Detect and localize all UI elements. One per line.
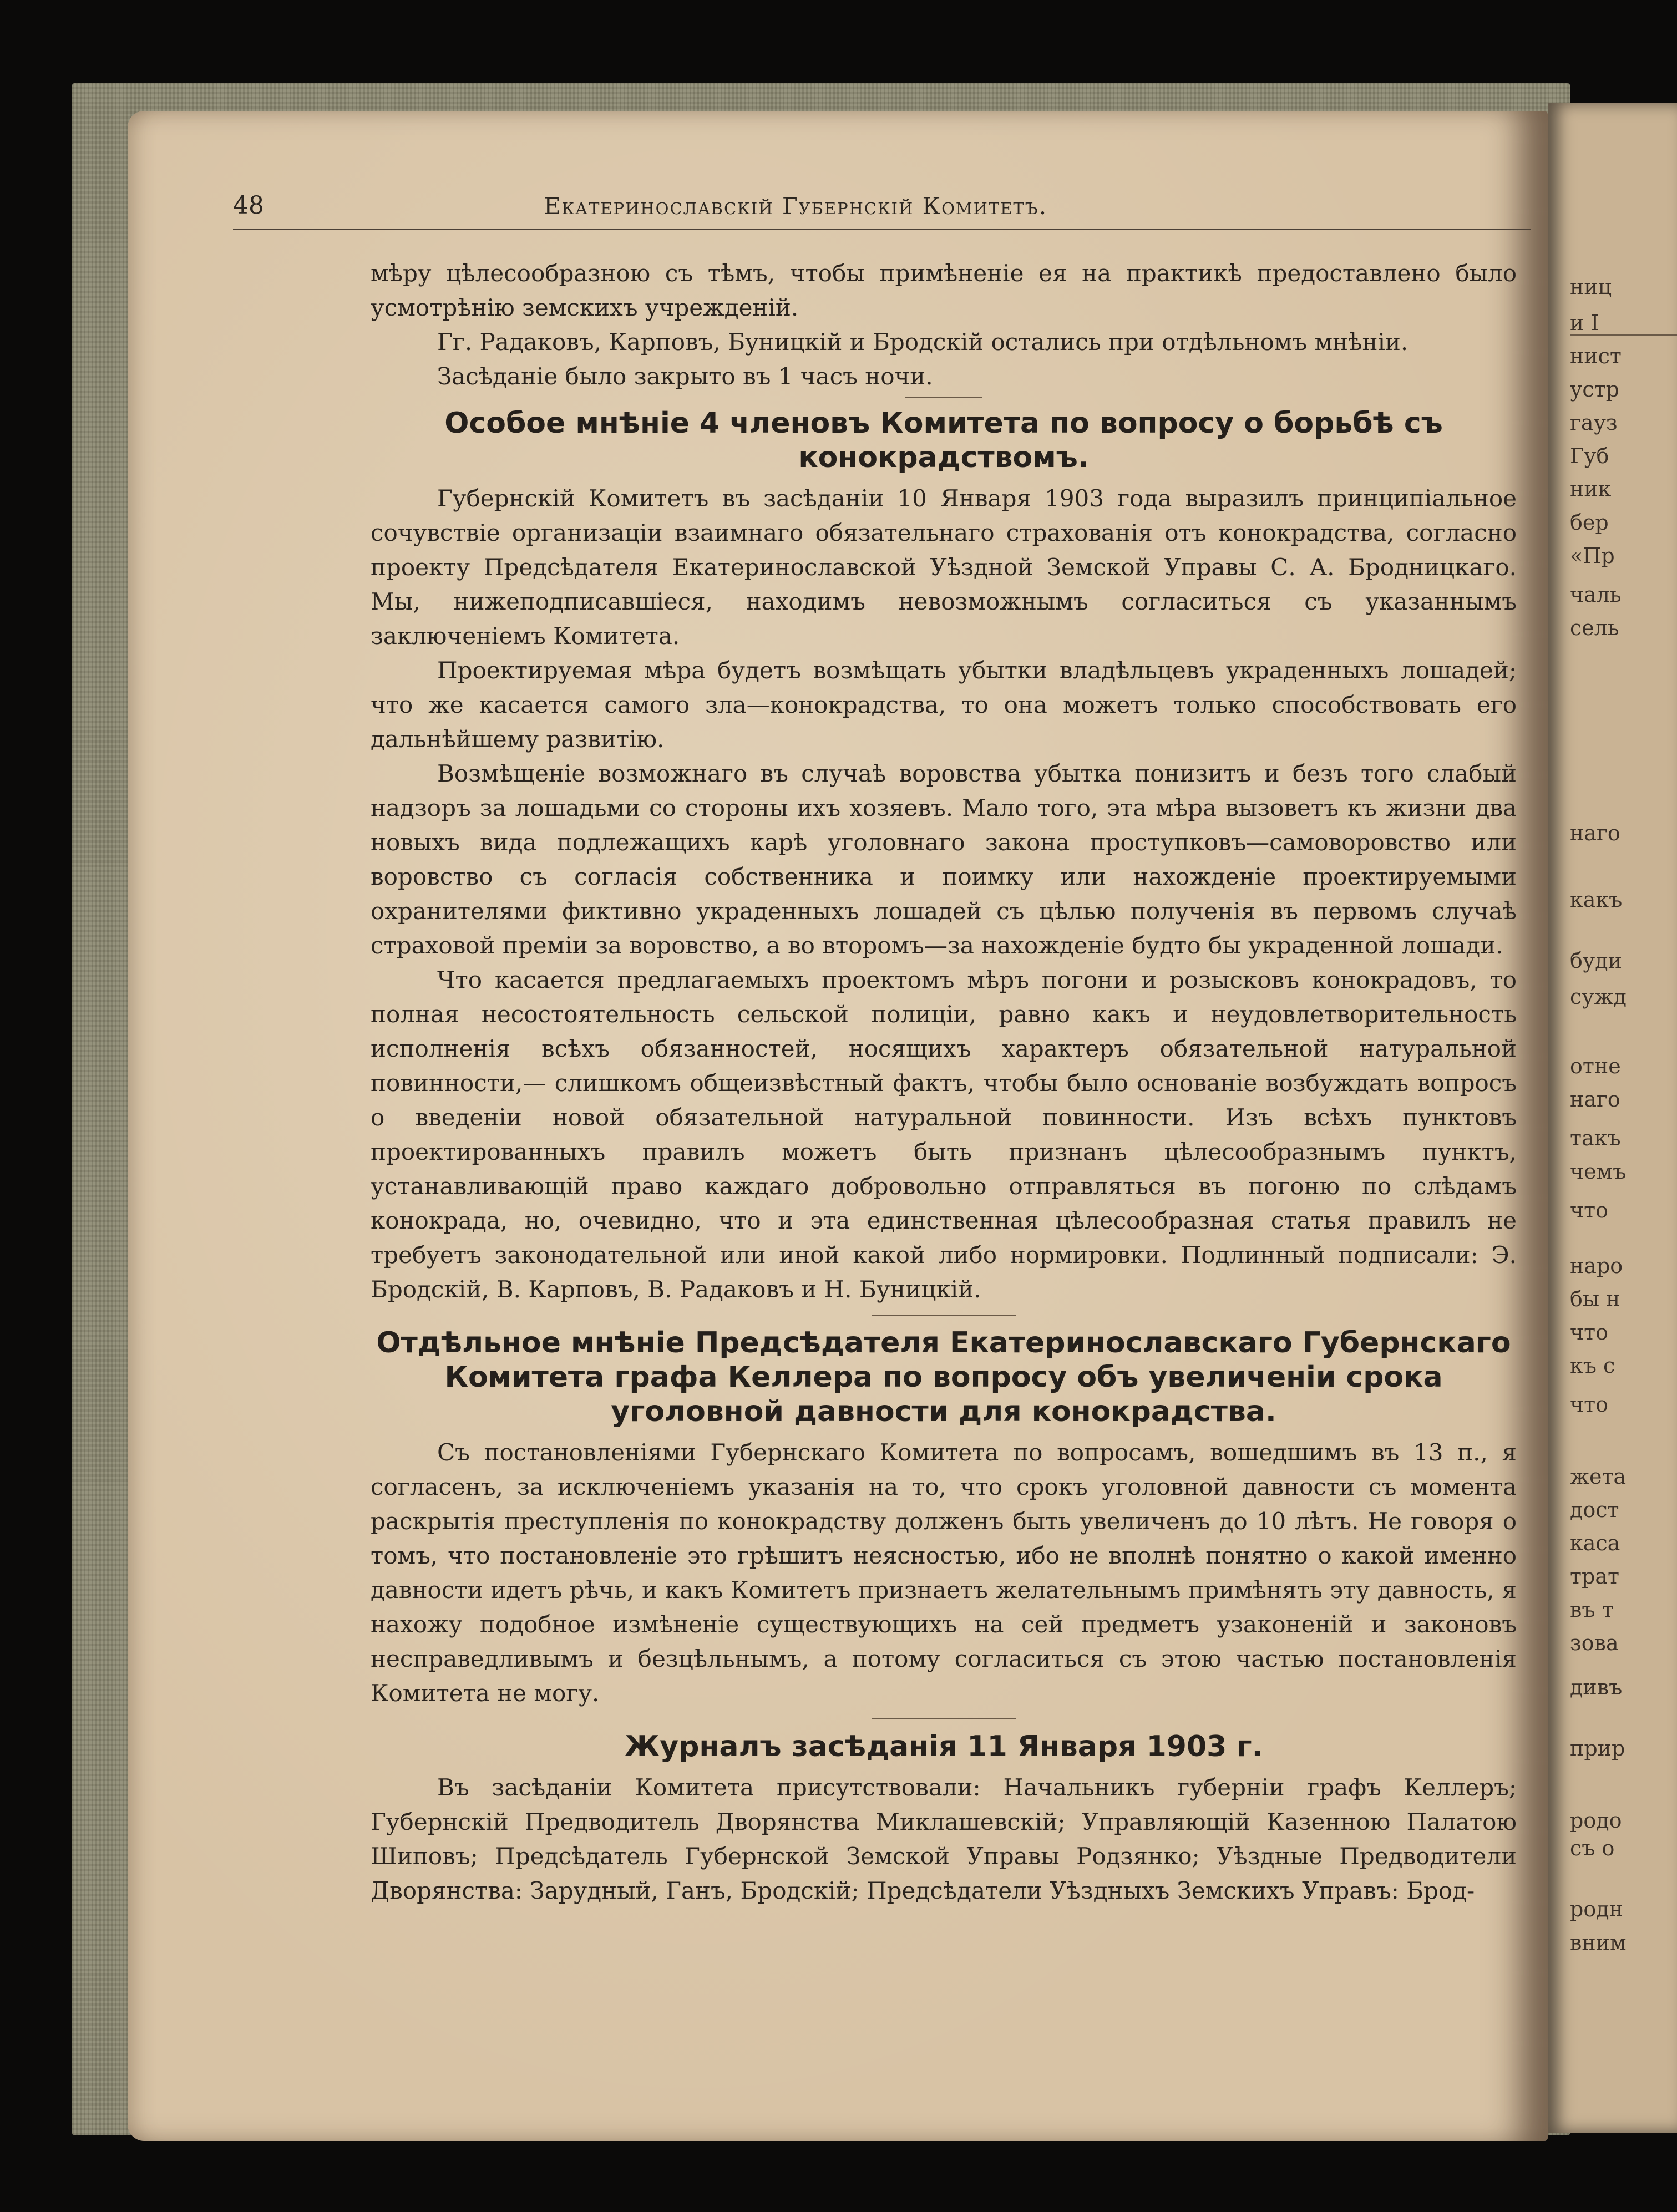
facing-page-fragment: такъ bbox=[1570, 1126, 1621, 1150]
separator-rule bbox=[905, 397, 982, 398]
facing-page-fragment: каса bbox=[1570, 1531, 1620, 1555]
facing-page-fragment: какъ bbox=[1570, 887, 1623, 912]
facing-page-fragment: сель bbox=[1570, 616, 1619, 640]
facing-page-fragment: бер bbox=[1570, 510, 1609, 535]
separator-rule bbox=[872, 1315, 1016, 1316]
section-heading-journal: Журналъ засѣданія 11 Января 1903 г. bbox=[624, 1730, 1263, 1763]
facing-page-fragment: дост bbox=[1570, 1498, 1619, 1522]
facing-page-fragment: отне bbox=[1570, 1054, 1621, 1078]
facing-page-edge bbox=[1548, 103, 1677, 2133]
facing-page-fragment: ник bbox=[1570, 477, 1612, 501]
paragraph-attendees: Въ засѣданіи Комитета присутствовали: Начальникъ губерніи графъ Келлеръ; Губернскій Предводитель Дворянства Миклашевскій; Управляющій Казенною Палатою Шиповъ; Предсѣдатель Губернской Земской Управы Родзянко; Уѣздные Предводители Дворянства: Зарудный, Ганъ, Бродскій; Предсѣдатели Уѣздныхъ Земскихъ Управъ: Брод- bbox=[371, 1774, 1517, 1904]
page-text bbox=[371, 256, 1517, 1908]
facing-page-fragment: дивъ bbox=[1570, 1675, 1623, 1699]
paragraph-closing: Засѣданіе было закрыто въ 1 часъ ночи. bbox=[437, 363, 933, 390]
facing-page-fragment: буди bbox=[1570, 948, 1622, 973]
facing-page-fragment: нист bbox=[1570, 344, 1622, 368]
facing-page-fragment: наро bbox=[1570, 1254, 1623, 1278]
facing-page-fragment: трат bbox=[1570, 1564, 1620, 1589]
paragraph-dissent-members: Гг. Радаковъ, Карповъ, Буницкій и Бродскій остались при отдѣльномъ мнѣніи. bbox=[437, 328, 1409, 356]
facing-page-fragment: устр bbox=[1570, 377, 1619, 402]
paragraph-continuation: мѣру цѣлесообразною съ тѣмъ, чтобы примѣненіе ея на практикѣ предоставлено было усмотрѣнію земскихъ учрежденій. bbox=[371, 260, 1517, 321]
paragraph: Губернскій Комитетъ въ засѣданіи 10 Января 1903 года выразилъ принципіальное сочувствіе организаціи взаимнаго обязательнаго страхованія отъ конокрадства, согласно проекту Предсѣдателя Екатеринославской Уѣздной Земской Управы С. А. Бродницкаго. Мы, нижеподписавшіеся, находимъ невозможнымъ согласиться съ указаннымъ заключеніемъ Комитета. bbox=[371, 485, 1517, 650]
facing-page-fragment: сужд bbox=[1570, 985, 1627, 1009]
facing-page-fragment: зова bbox=[1570, 1631, 1619, 1655]
facing-page-fragment: чаль bbox=[1570, 582, 1622, 607]
facing-page-fragment: наго bbox=[1570, 821, 1620, 845]
facing-page-fragment: наго bbox=[1570, 1087, 1620, 1112]
section-heading-chairman-opinion: Отдѣльное мнѣніе Предсѣдателя Екатеринославскаго Губернскаго Комитета графа Келлера по вопросу объ увеличеніи срока уголовной давности для конокрадства. bbox=[376, 1326, 1511, 1428]
facing-page-fragment: ниц bbox=[1570, 275, 1612, 299]
running-head: Екатеринославскій Губернскій Комитетъ. bbox=[544, 192, 1048, 220]
facing-page-fragment: и І bbox=[1570, 311, 1599, 335]
separator-rule bbox=[872, 1718, 1016, 1719]
facing-page-fragment: съ о bbox=[1570, 1836, 1615, 1860]
facing-page-fragment: что bbox=[1570, 1198, 1609, 1222]
facing-page-fragment: къ с bbox=[1570, 1353, 1615, 1378]
facing-page-fragment: родо bbox=[1570, 1808, 1622, 1833]
page-header bbox=[233, 191, 1531, 230]
facing-page-fragment: гауз bbox=[1570, 410, 1618, 435]
facing-page-fragment: въ т bbox=[1570, 1597, 1614, 1622]
facing-page-fragment: что bbox=[1570, 1392, 1609, 1417]
facing-page-fragment: Губ bbox=[1570, 444, 1609, 468]
facing-page-fragment: бы н bbox=[1570, 1287, 1620, 1311]
section-heading-special-opinion: Особое мнѣніе 4 членовъ Комитета по вопросу о борьбѣ съ конокрадствомъ. bbox=[444, 407, 1443, 474]
facing-page-fragment: родн bbox=[1570, 1897, 1623, 1921]
facing-page-fragment: что bbox=[1570, 1320, 1609, 1345]
facing-page-fragment: прир bbox=[1570, 1736, 1625, 1761]
paragraph: Проектируемая мѣра будетъ возмѣщать убытки владѣльцевъ украденныхъ лошадей; что же касается самого зла—конокрадства, то она можетъ только способствовать его дальнѣйшему развитію. bbox=[371, 657, 1517, 753]
facing-page-fragment: вним bbox=[1570, 1930, 1627, 1955]
facing-page-fragment: жета bbox=[1570, 1464, 1627, 1489]
paragraph: Съ постановленіями Губернскаго Комитета по вопросамъ, вошедшимъ въ 13 п., я согласенъ, за исключеніемъ указанія на то, что срокъ уголовной давности съ момента раскрытія преступленія по конокрадству долженъ быть увеличенъ до 10 лѣтъ. Не говоря о томъ, что постановленіе это грѣшитъ неясностью, ибо не вполнѣ понятно о какой именно давности идетъ рѣчь, и какъ Комитетъ признаетъ желательнымъ примѣнять эту давность, я нахожу подобное измѣненіе существующихъ на сей предметъ узаконеній и законовъ несправедливымъ и безцѣльнымъ, а потому согласиться съ этою частью постановленія Комитета не могу. bbox=[371, 1439, 1517, 1707]
facing-page-fragment: чемъ bbox=[1570, 1159, 1627, 1184]
facing-page-fragment: «Пр bbox=[1570, 544, 1615, 568]
paragraph: Что касается предлагаемыхъ проектомъ мѣръ погони и розысковъ конокрадовъ, то полная несостоятельность сельской полиціи, равно какъ и неудовлетворительность исполненія всѣхъ обязанностей, носящихъ характеръ обязательной натуральной повинности,— слишкомъ общеизвѣстный фактъ, чтобы было основаніе возбуждать вопросъ о введеніи новой обязательной натуральной повинности. Изъ всѣхъ пунктовъ проектированныхъ правилъ можетъ быть признанъ цѣлесообразнымъ пунктъ, устанавливающій право каждаго добровольно отправляться въ погоню по слѣдамъ конокрада, но, очевидно, что и эта единственная цѣлесообразная статья правилъ не требуетъ законодательной или иной какой либо нормировки. Подлинный подписали: Э. Бродскій, В. Карповъ, В. Радаковъ и Н. Буницкій. bbox=[371, 966, 1517, 1303]
page-number: 48 bbox=[233, 191, 264, 220]
paragraph: Возмѣщеніе возможнаго въ случаѣ воровства убытка понизитъ и безъ того слабый надзоръ за лошадьми со стороны ихъ хозяевъ. Мало того, эта мѣра вызоветъ къ жизни два новыхъ вида подлежащихъ карѣ уголовнаго закона проступковъ—самоворовство или воровство съ согласія собственника и поимку или нахожденіе проектируемыми охранителями фиктивно украденныхъ лошадей съ цѣлью полученія въ первомъ случаѣ страховой преміи за воровство, а во второмъ—за нахожденіе будто бы украденной лошади. bbox=[371, 760, 1517, 959]
